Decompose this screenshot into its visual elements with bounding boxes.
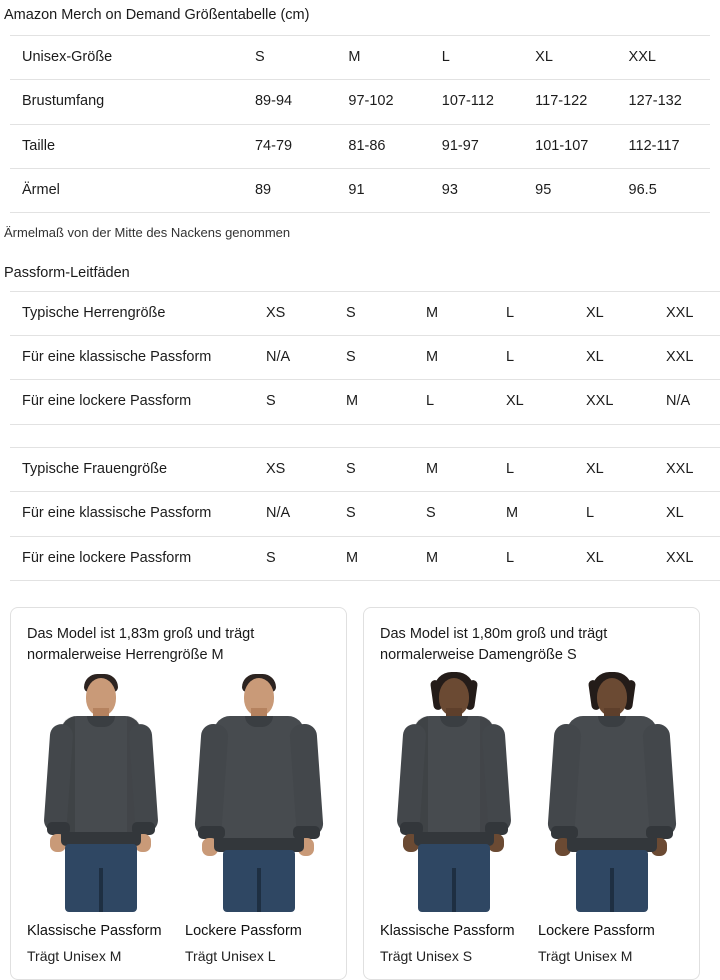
- cell: 117-122: [535, 93, 588, 110]
- column-header-xxl: XXL: [666, 460, 694, 477]
- cell: L: [506, 549, 515, 566]
- column-header-s: S: [254, 48, 265, 65]
- womens-fit-table: [10, 447, 720, 581]
- cell: XL: [506, 393, 524, 410]
- cell: 95: [535, 182, 552, 199]
- figure-caption-title: Lockere Passform: [185, 922, 302, 939]
- figure-loose-fit-women: [538, 672, 686, 965]
- cell: XXL: [586, 393, 614, 410]
- table-row: [10, 492, 720, 536]
- column-header-xs: XS: [266, 304, 286, 321]
- model-card-heading: Das Model ist 1,83m groß und trägt normalerweise Herrengröße M: [27, 625, 255, 663]
- male-model-classic-fit-image: [27, 672, 175, 912]
- cell: L: [586, 505, 595, 522]
- column-header-xl: XL: [586, 304, 604, 321]
- figure-group: [27, 672, 330, 965]
- cell: N/A: [666, 393, 691, 410]
- unisex-size-table: [10, 35, 710, 214]
- figure-caption-sub: Trägt Unisex M: [27, 947, 122, 964]
- cell: M: [426, 549, 439, 566]
- cell: M: [506, 505, 519, 522]
- page-title: Amazon Merch on Demand Größentabelle (cm): [4, 7, 310, 23]
- female-model-classic-fit-image: [380, 672, 528, 912]
- column-header-xxl: XXL: [666, 304, 694, 321]
- cell: S: [426, 505, 436, 522]
- column-header-s: S: [346, 304, 356, 321]
- figure-classic-fit-men: [27, 672, 175, 965]
- table-row: [10, 124, 710, 168]
- column-header-xl: XL: [535, 48, 553, 65]
- female-model-loose-fit-image: [538, 672, 686, 912]
- cell: 91: [348, 182, 365, 199]
- cell: 96.5: [628, 182, 657, 199]
- cell: 81-86: [348, 137, 386, 154]
- cell: XL: [586, 348, 604, 365]
- row-label-chest: Brustumfang: [22, 93, 105, 110]
- cell: L: [426, 393, 435, 410]
- table-row: [10, 80, 710, 124]
- table-row-header: [10, 291, 720, 335]
- cell: S: [346, 505, 356, 522]
- figure-loose-fit-men: [185, 672, 333, 965]
- table-row: [10, 536, 720, 580]
- figure-caption-title: Klassische Passform: [380, 922, 515, 939]
- cell: M: [346, 393, 359, 410]
- column-header-l: L: [441, 48, 450, 65]
- column-header-label: Unisex-Größe: [22, 48, 113, 65]
- column-header-xs: XS: [266, 460, 286, 477]
- cell: M: [426, 348, 439, 365]
- cell: 89-94: [254, 93, 293, 110]
- cell: M: [346, 549, 359, 566]
- table-row-header: [10, 447, 720, 491]
- cell: 91-97: [441, 137, 479, 154]
- row-label-waist: Taille: [22, 137, 56, 154]
- cell: S: [266, 393, 276, 410]
- column-header-m: M: [426, 304, 439, 321]
- table-spacer: [0, 425, 720, 447]
- cell: N/A: [266, 505, 291, 522]
- cell: S: [266, 549, 276, 566]
- cell: 127-132: [628, 93, 682, 110]
- cell: S: [346, 348, 356, 365]
- male-model-loose-fit-image: [185, 672, 333, 912]
- cell: 101-107: [535, 137, 589, 154]
- row-label-loose-fit: Für eine lockere Passform: [22, 549, 192, 566]
- figure-caption-title: Lockere Passform: [538, 922, 655, 939]
- model-cards: [10, 607, 710, 980]
- column-header-label: Typische Frauengröße: [22, 460, 168, 477]
- cell: 97-102: [348, 93, 394, 110]
- row-label-classic-fit: Für eine klassische Passform: [22, 505, 212, 522]
- column-header-xxl: XXL: [628, 48, 656, 65]
- model-card-heading: Das Model ist 1,80m groß und trägt normalerweise Damengröße S: [380, 625, 608, 663]
- row-label-sleeve: Ärmel: [22, 182, 60, 199]
- model-card-men: [10, 607, 347, 980]
- cell: L: [506, 348, 515, 365]
- column-header-m: M: [426, 460, 439, 477]
- column-header-s: S: [346, 460, 356, 477]
- table-row: [10, 380, 720, 424]
- column-header-label: Typische Herrengröße: [22, 304, 166, 321]
- cell: 93: [441, 182, 458, 199]
- column-header-xl: XL: [586, 460, 604, 477]
- figure-group: [380, 672, 683, 965]
- cell: 89: [254, 182, 272, 199]
- cell: 74-79: [254, 137, 293, 154]
- column-header-l: L: [506, 304, 515, 321]
- fit-guides-label: Passform-Leitfäden: [4, 264, 130, 281]
- table-row: [10, 169, 710, 213]
- cell: N/A: [266, 348, 291, 365]
- table-row-header: [10, 35, 710, 79]
- cell: XXL: [666, 549, 694, 566]
- figure-caption-sub: Trägt Unisex M: [538, 947, 633, 964]
- column-header-l: L: [506, 460, 515, 477]
- figure-caption-title: Klassische Passform: [27, 922, 162, 939]
- cell: 107-112: [441, 93, 494, 110]
- cell: XL: [586, 549, 604, 566]
- cell: XXL: [666, 348, 694, 365]
- row-label-classic-fit: Für eine klassische Passform: [22, 348, 212, 365]
- row-label-loose-fit: Für eine lockere Passform: [22, 393, 192, 410]
- model-card-women: [363, 607, 700, 980]
- figure-classic-fit-women: [380, 672, 528, 965]
- cell: 112-117: [628, 137, 680, 154]
- sleeve-measurement-note: Ärmelmaß von der Mitte des Nackens genommen: [4, 225, 291, 241]
- cell: XL: [666, 505, 684, 522]
- figure-caption-sub: Trägt Unisex S: [380, 947, 473, 964]
- mens-fit-table: [10, 291, 720, 425]
- figure-caption-sub: Trägt Unisex L: [185, 947, 276, 964]
- table-row: [10, 335, 720, 379]
- column-header-m: M: [348, 48, 361, 65]
